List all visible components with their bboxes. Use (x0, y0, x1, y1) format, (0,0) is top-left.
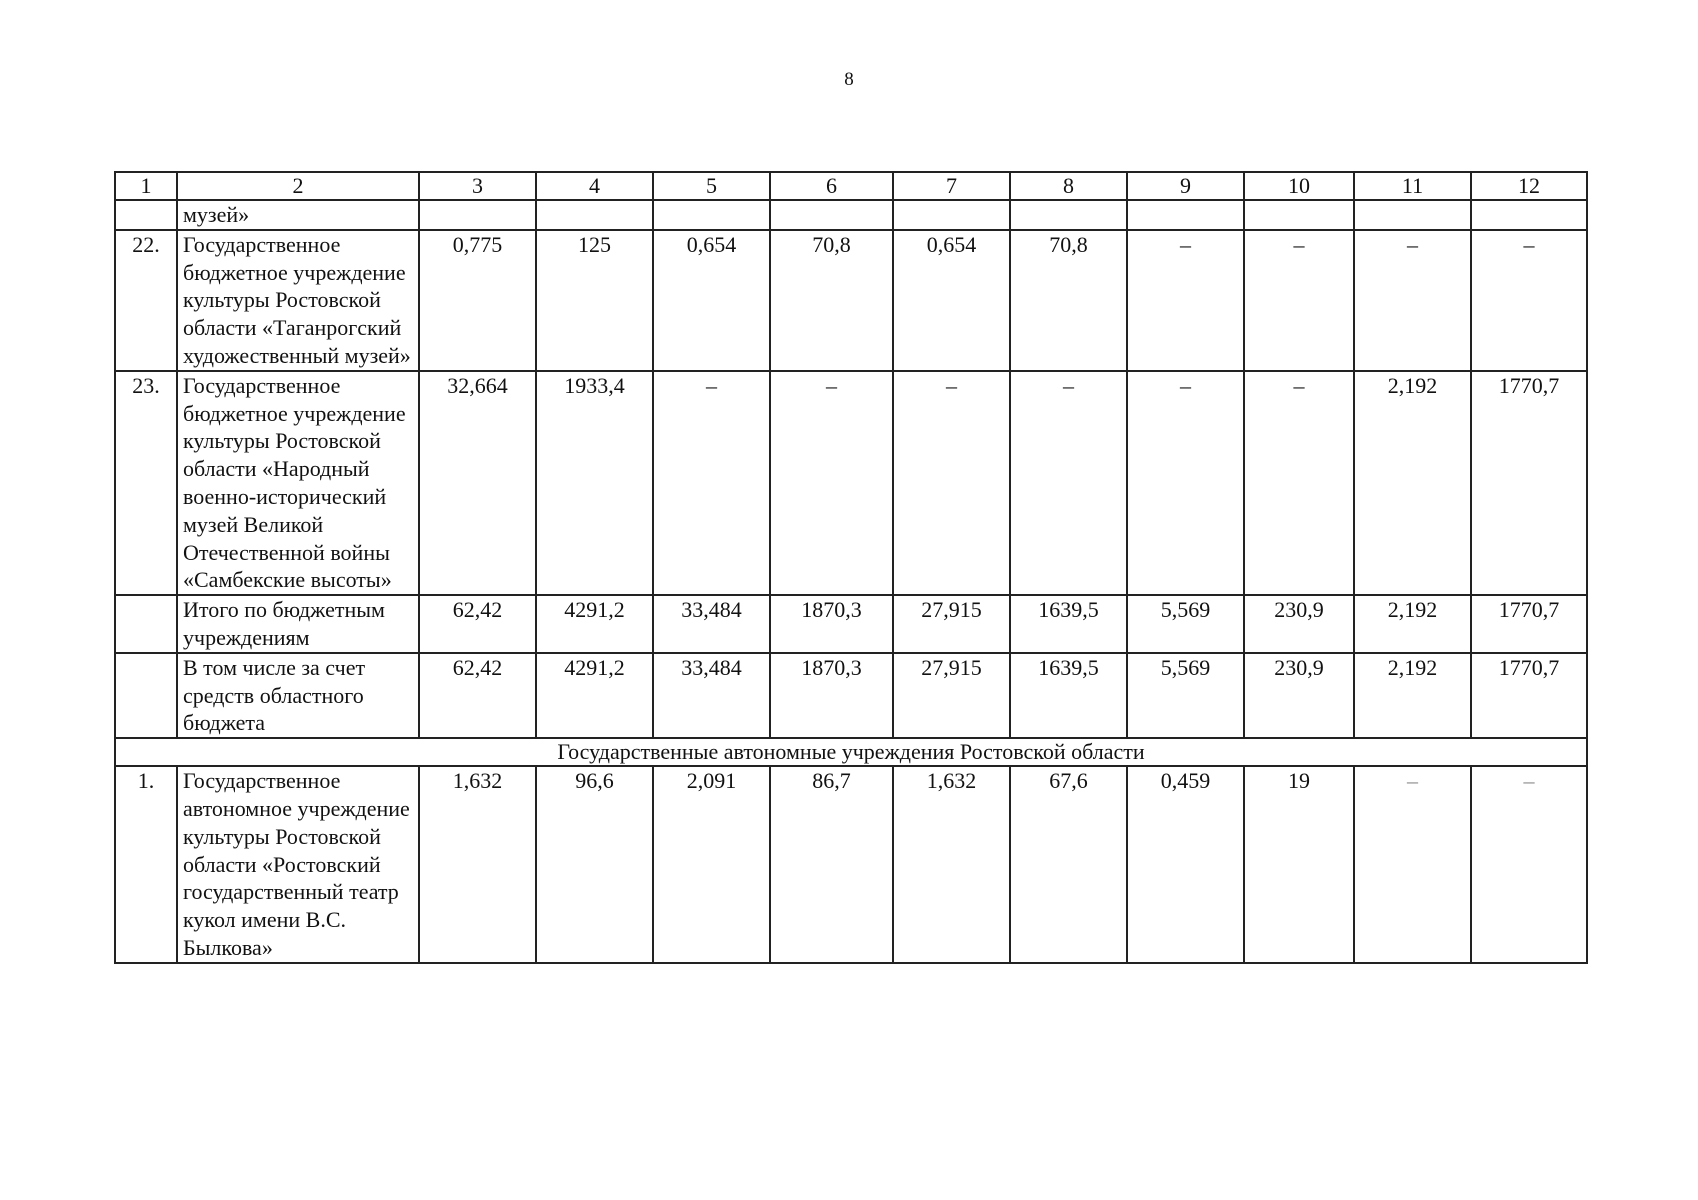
column-number-9: 9 (1127, 172, 1244, 200)
cell-value: 1770,7 (1471, 653, 1587, 738)
cell-value: 230,9 (1244, 653, 1354, 738)
cell-value: 2,091 (653, 766, 770, 963)
table-row (115, 230, 1587, 371)
row-index: 1. (115, 766, 177, 963)
cell-value: – (1354, 230, 1471, 371)
cell-value: – (1244, 371, 1354, 595)
cell-value: 230,9 (1244, 595, 1354, 653)
row-name: музей» (177, 200, 419, 230)
cell-value: 0,654 (653, 230, 770, 371)
cell-value: 1870,3 (770, 595, 893, 653)
row-index (115, 653, 177, 738)
table-row (115, 371, 1587, 595)
column-number-2: 2 (177, 172, 419, 200)
row-name: В том числе за счет средств областного бюджета (177, 653, 419, 738)
cell-value: – (1471, 230, 1587, 371)
row-index (115, 200, 177, 230)
cell-value: 1,632 (419, 766, 536, 963)
table-row (115, 653, 1587, 738)
cell-value: 5,569 (1127, 595, 1244, 653)
row-index: 23. (115, 371, 177, 595)
cell-value: 5,569 (1127, 653, 1244, 738)
cell-value: 2,192 (1354, 595, 1471, 653)
column-number-4: 4 (536, 172, 653, 200)
cell-value: 1639,5 (1010, 595, 1127, 653)
cell-value: 67,6 (1010, 766, 1127, 963)
cell-value: 4291,2 (536, 595, 653, 653)
cell-value: 2,192 (1354, 653, 1471, 738)
cell-value: 62,42 (419, 595, 536, 653)
cell-value: 70,8 (770, 230, 893, 371)
column-number-11: 11 (1354, 172, 1471, 200)
column-number-6: 6 (770, 172, 893, 200)
page-number: 8 (844, 69, 854, 90)
cell-value: 0,654 (893, 230, 1010, 371)
cell-value: – (770, 371, 893, 595)
table-header-row (115, 172, 1587, 200)
column-number-10: 10 (1244, 172, 1354, 200)
cell-value: 0,775 (419, 230, 536, 371)
cell-value: 33,484 (653, 653, 770, 738)
cell-value: – (1127, 371, 1244, 595)
column-number-3: 3 (419, 172, 536, 200)
row-name: Государственное автономное учреждение культуры Ростовской области «Ростовский государственный театр кукол имени В.С. Былкова» (177, 766, 419, 963)
cell-value: 0,459 (1127, 766, 1244, 963)
row-index (115, 595, 177, 653)
table-row (115, 766, 1587, 963)
cell-value: – (1127, 230, 1244, 371)
cell-value: 1639,5 (1010, 653, 1127, 738)
column-number-1: 1 (115, 172, 177, 200)
cell-value: 32,664 (419, 371, 536, 595)
cell-value: – (1244, 230, 1354, 371)
cell-value: 27,915 (893, 653, 1010, 738)
budget-table (114, 171, 1588, 964)
cell-value: 1870,3 (770, 653, 893, 738)
column-number-12: 12 (1471, 172, 1587, 200)
cell-value: 1770,7 (1471, 595, 1587, 653)
row-index: 22. (115, 230, 177, 371)
cell-value: 4291,2 (536, 653, 653, 738)
cell-value: – (1354, 766, 1471, 963)
cell-value: 125 (536, 230, 653, 371)
cell-value: 19 (1244, 766, 1354, 963)
cell-value: 62,42 (419, 653, 536, 738)
section-heading-row (115, 738, 1587, 766)
cell-value: 96,6 (536, 766, 653, 963)
cell-value: – (1010, 371, 1127, 595)
cell-value: 70,8 (1010, 230, 1127, 371)
cell-value: 1933,4 (536, 371, 653, 595)
cell-value: – (653, 371, 770, 595)
cell-value: 1770,7 (1471, 371, 1587, 595)
row-name: Государственное бюджетное учреждение культуры Ростовской области «Таганрогский художественный музей» (177, 230, 419, 371)
cell-value: 86,7 (770, 766, 893, 963)
column-number-5: 5 (653, 172, 770, 200)
row-name: Государственное бюджетное учреждение культуры Ростовской области «Народный военно-исторический музей Великой Отечественной войны «Самбекские высоты» (177, 371, 419, 595)
cell-value: 2,192 (1354, 371, 1471, 595)
table-row (115, 200, 1587, 230)
cell-value: – (893, 371, 1010, 595)
column-number-7: 7 (893, 172, 1010, 200)
row-name: Итого по бюджетным учреждениям (177, 595, 419, 653)
cell-value: 1,632 (893, 766, 1010, 963)
column-number-8: 8 (1010, 172, 1127, 200)
table-row (115, 595, 1587, 653)
section-title: Государственные автономные учреждения Ростовской области (115, 738, 1587, 766)
cell-value: – (1471, 766, 1587, 963)
cell-value: 27,915 (893, 595, 1010, 653)
cell-value: 33,484 (653, 595, 770, 653)
